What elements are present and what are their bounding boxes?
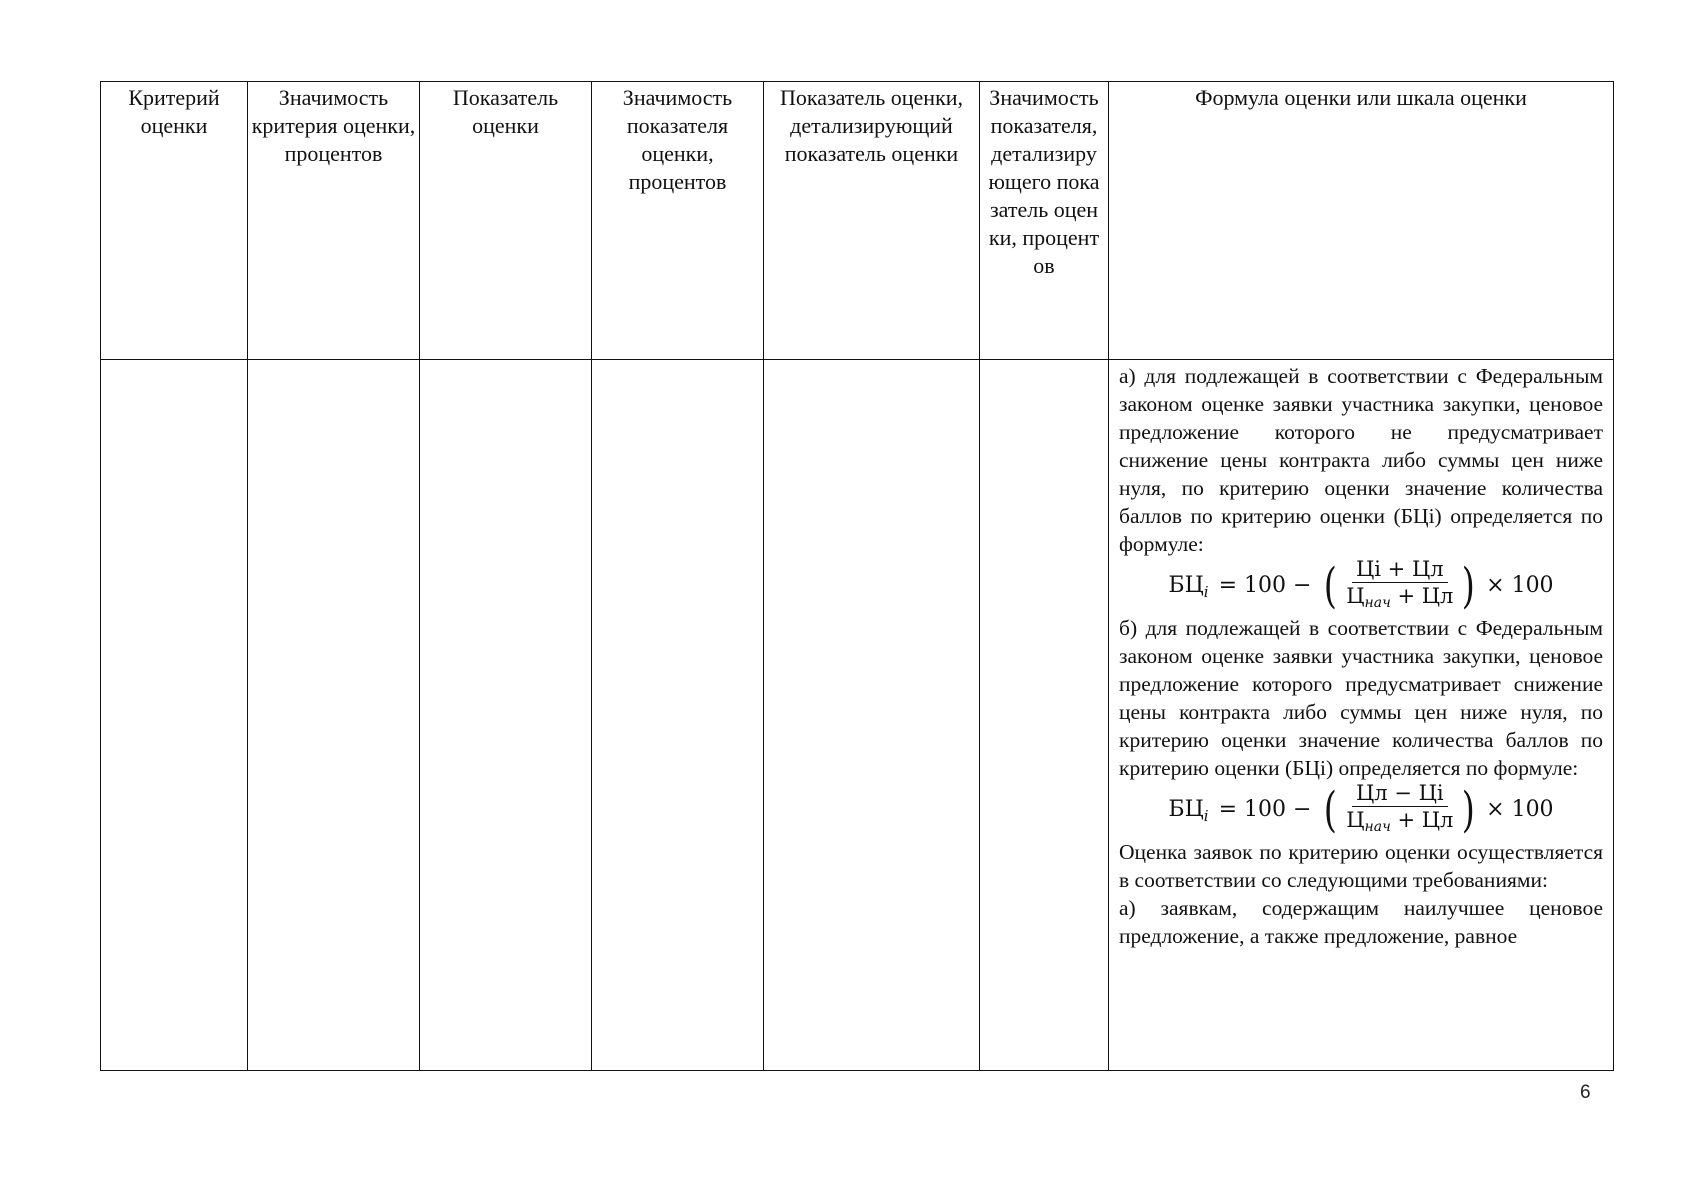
paragraph-b: б) для подлежащей в соответствии с Федеральным законом оценке заявки участника закупки, ценовое предложение которого предусматривает снижение цены контракта либо суммы цен ниже нуля, по критерию оценки значение количества баллов по критерию оценки (БЦi) определяется по формуле: — [1119, 616, 1603, 780]
cell-formula — [1109, 360, 1614, 1071]
left-paren: ( — [1324, 782, 1338, 838]
paragraph-c: Оценка заявок по критерию оценки осуществляется в соответствии со следующими требованиями: — [1119, 840, 1603, 892]
table-row — [101, 360, 1614, 1071]
paragraph-a: а) для подлежащей в соответствии с Федеральным законом оценке заявки участника закупки, ценовое предложение которого не предусматривает снижение цены контракта либо суммы цен ниже нуля, по критерию оценки значение количества баллов по критерию оценки (БЦi) определяется по формуле: — [1119, 364, 1603, 556]
formula-2-den-sub: нач — [1364, 819, 1391, 835]
formula-1-den-rest: + Цл — [1390, 584, 1454, 608]
cell-detail-indicator — [764, 360, 980, 1071]
left-paren: ( — [1324, 558, 1338, 614]
header-detail-indicator: Показатель оценки, детализирующий показатель оценки — [764, 82, 980, 360]
cell-indicator-weight — [592, 360, 764, 1071]
formula-2-eq: = 100 − — [1218, 797, 1312, 822]
page-number: 6 — [1580, 1082, 1591, 1103]
formula-1-eq: = 100 − — [1218, 573, 1312, 598]
formula-2-fraction — [1342, 781, 1457, 839]
formula-2-lhs-sub: i — [1203, 806, 1209, 825]
cell-indicator — [420, 360, 592, 1071]
header-detail-indicator-weight: Значимость показателя, детализирующего показатель оценки, процентов — [980, 82, 1109, 360]
header-criterion-weight: Значимость критерия оценки, процентов — [248, 82, 420, 360]
formula-1-times: × 100 — [1486, 573, 1554, 598]
paragraph-d: а) заявкам, содержащим наилучшее ценовое предложение, а также предложение, равное — [1119, 896, 1603, 948]
formula-1-numerator: Цi + Цл — [1352, 557, 1448, 583]
table-header-row — [101, 82, 1614, 360]
right-paren: ) — [1462, 558, 1476, 614]
right-paren: ) — [1462, 782, 1476, 838]
header-formula: Формула оценки или шкала оценки — [1109, 82, 1614, 360]
evaluation-criteria-table — [100, 81, 1614, 1071]
formula-1-lhs-sub: i — [1203, 582, 1209, 601]
formula-2-times: × 100 — [1486, 797, 1554, 822]
formula-price-no-reduction — [1119, 558, 1603, 614]
header-criterion: Критерий оценки — [101, 82, 248, 360]
cell-criterion-weight — [248, 360, 420, 1071]
formula-2-den-main: Ц — [1346, 808, 1365, 832]
formula-1-den-sub: нач — [1364, 595, 1391, 611]
cell-detail-indicator-weight — [980, 360, 1109, 1071]
formula-1-den-main: Ц — [1346, 584, 1365, 608]
header-indicator: Показатель оценки — [420, 82, 592, 360]
formula-price-with-reduction — [1119, 782, 1603, 838]
formula-2-lhs: БЦ — [1168, 796, 1204, 822]
formula-1-lhs: БЦ — [1168, 572, 1204, 598]
formula-2-den-rest: + Цл — [1390, 808, 1454, 832]
cell-criterion — [101, 360, 248, 1071]
header-indicator-weight: Значимость показателя оценки, процентов — [592, 82, 764, 360]
formula-1-fraction — [1342, 557, 1457, 615]
formula-2-numerator: Цл − Цi — [1352, 781, 1448, 807]
